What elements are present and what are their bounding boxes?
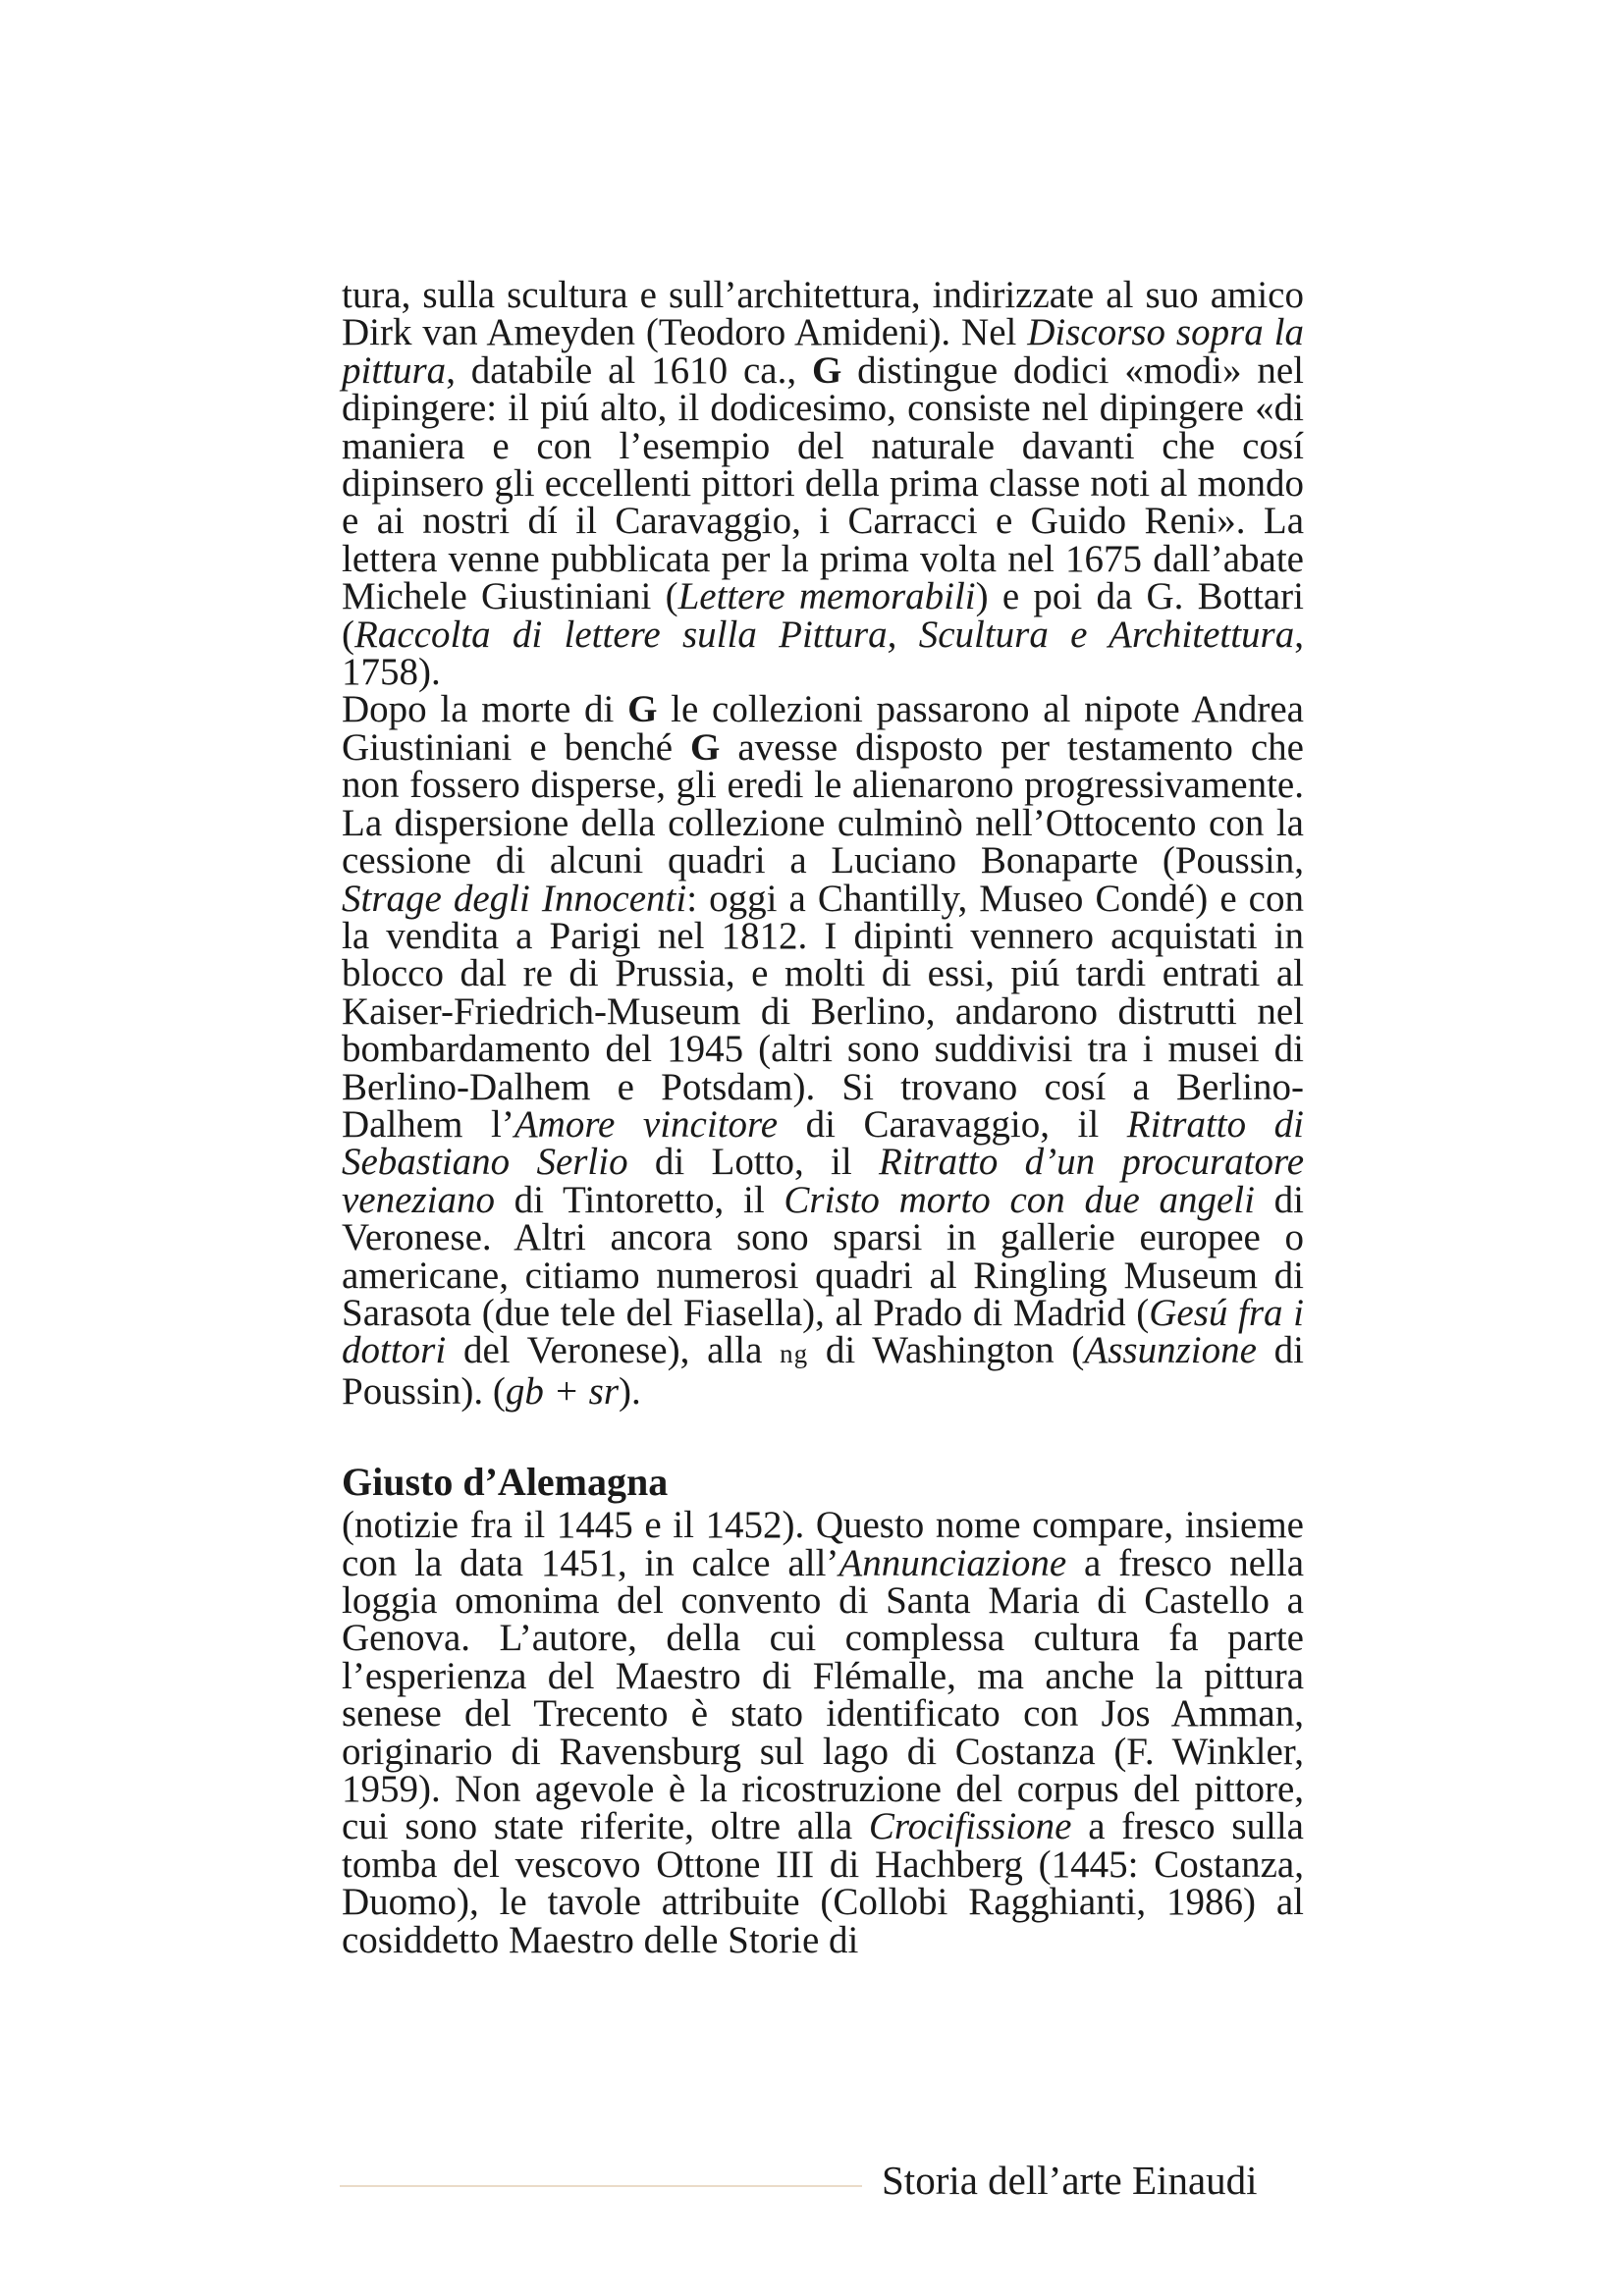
italic-run: Ritratto di Sebastiano Serlio (342, 1102, 1305, 1184)
text-run: , databile al 1610 ca., (446, 348, 812, 392)
text-run: avesse disposto per testamento che non fossero disperse, gli eredi le alienarono progressivamente. La dispersione della collezione culminò nell’Ottocento con la cessione di alcuni quadri a Luciano Bonaparte (Poussin, (342, 725, 1304, 882)
body-paragraph (342, 688, 1305, 1413)
text-run: di Veronese. Altri ancora sono sparsi in gallerie europee o americane, citiamo numerosi quadri al Ringling Museum di Sarasota (due tele del Fiasella), al Prado di Madrid ( (342, 1178, 1304, 1334)
italic-run: Cristo morto con due angeli (784, 1178, 1255, 1221)
italic-run: Assunzione (1084, 1329, 1257, 1372)
bold-run: G (627, 688, 658, 731)
text-run: di Poussin). ( (342, 1329, 1304, 1413)
footer-title: Storia dell’arte Einaudi (882, 2158, 1258, 2203)
text-run: ). (619, 1369, 641, 1413)
italic-run: Crocifissione (868, 1805, 1072, 1848)
italic-run: Gesú fra i dottori (342, 1291, 1304, 1372)
italic-run: Annunciazione (839, 1541, 1067, 1584)
text-run: : oggi a Chantilly, Museo Condé) e con la vendita a Parigi nel 1812. I dipinti vennero acquistati in blocco dal re di Prussia, e molti di essi, piú tardi entrati al Kaiser-Friedrich-Museum di Berlino, andarono distrutti nel bombardamento del 1945 (altri sono suddivisi tra i musei di Berlino-Dalhem e Potsdam). Si trovano cosí a Berlino-Dalhem l’ (342, 877, 1304, 1146)
text-run: di Tintoretto, il (494, 1178, 784, 1221)
text-run: di Lotto, il (627, 1141, 880, 1184)
italic-run: Discorso sopra la pittura (342, 311, 1304, 392)
text-run: ) e poi da G. Bottari ( (342, 575, 1304, 656)
bold-run: G (811, 348, 842, 392)
text-run: tura, sulla scultura e sull’architettura, indirizzate al suo amico Dirk van Ameyden (Teodoro Amideni). Nel (342, 274, 1304, 354)
bold-run: G (690, 725, 721, 769)
italic-run: Amore vincitore (514, 1102, 779, 1146)
italic-run: Lettere memorabili (677, 575, 976, 618)
text-run: , 1758). (342, 613, 1304, 694)
italic-run: Ritratto d’un procuratore veneziano (342, 1141, 1305, 1221)
entry-paragraph (342, 1504, 1305, 1961)
text-run: del Veronese), alla (446, 1329, 781, 1372)
text-run: a fresco sulla tomba del vescovo Ottone III di Hachberg (1445: Costanza, Duomo), le tavole attribuite (Collobi Ragghianti, 1986) al cosiddetto Maestro delle Storie di (342, 1805, 1304, 1961)
text-run: Dopo la morte di (342, 688, 628, 731)
text-run: a fresco nella loggia omonima del convento di Santa Maria di Castello a Genova. L’autore, della cui complessa cultura fa parte l’esperienza del Maestro di Flémalle, ma anche la pittura senese del Trecento è stato identificato con Jos Amman, originario di Ravensburg sul lago di Costanza (F. Winkler, 1959). Non agevole è la ricostruzione del corpus del pittore, cui sono state riferite, oltre alla (342, 1541, 1305, 1848)
text-run: (notizie fra il 1445 e il 1452). Questo nome compare, insieme con la data 1451, in calce all’ (342, 1504, 1304, 1584)
italic-run: gb + sr (505, 1369, 620, 1413)
footer-rule (340, 2185, 862, 2187)
text-run: le collezioni passarono al nipote Andrea Giustiniani e benché (342, 688, 1304, 769)
body-paragraph (342, 274, 1305, 694)
text-run: distingue dodici «modi» nel dipingere: il piú alto, il dodicesimo, consiste nel dipingere «di maniera e con l’esempio del naturale davanti che cosí dipinsero gli eccellenti pittori della prima classe noti al mondo e ai nostri dí il Caravaggio, i Carracci e Guido Reni». La lettera venne pubblicata per la prima volta nel 1675 dall’abate Michele Giustiniani ( (342, 348, 1305, 618)
text-run: di Caravaggio, il (778, 1102, 1127, 1146)
italic-run: Raccolta di lettere sulla Pittura, Scultura e Architettura (354, 613, 1295, 656)
italic-run: Strage degli Innocenti (342, 877, 687, 920)
text-column (342, 274, 1305, 1961)
entry-heading: Giusto d’Alemagna (342, 1460, 669, 1505)
text-run: di Washington ( (808, 1329, 1085, 1372)
smallcaps-run: ng (780, 1339, 809, 1369)
